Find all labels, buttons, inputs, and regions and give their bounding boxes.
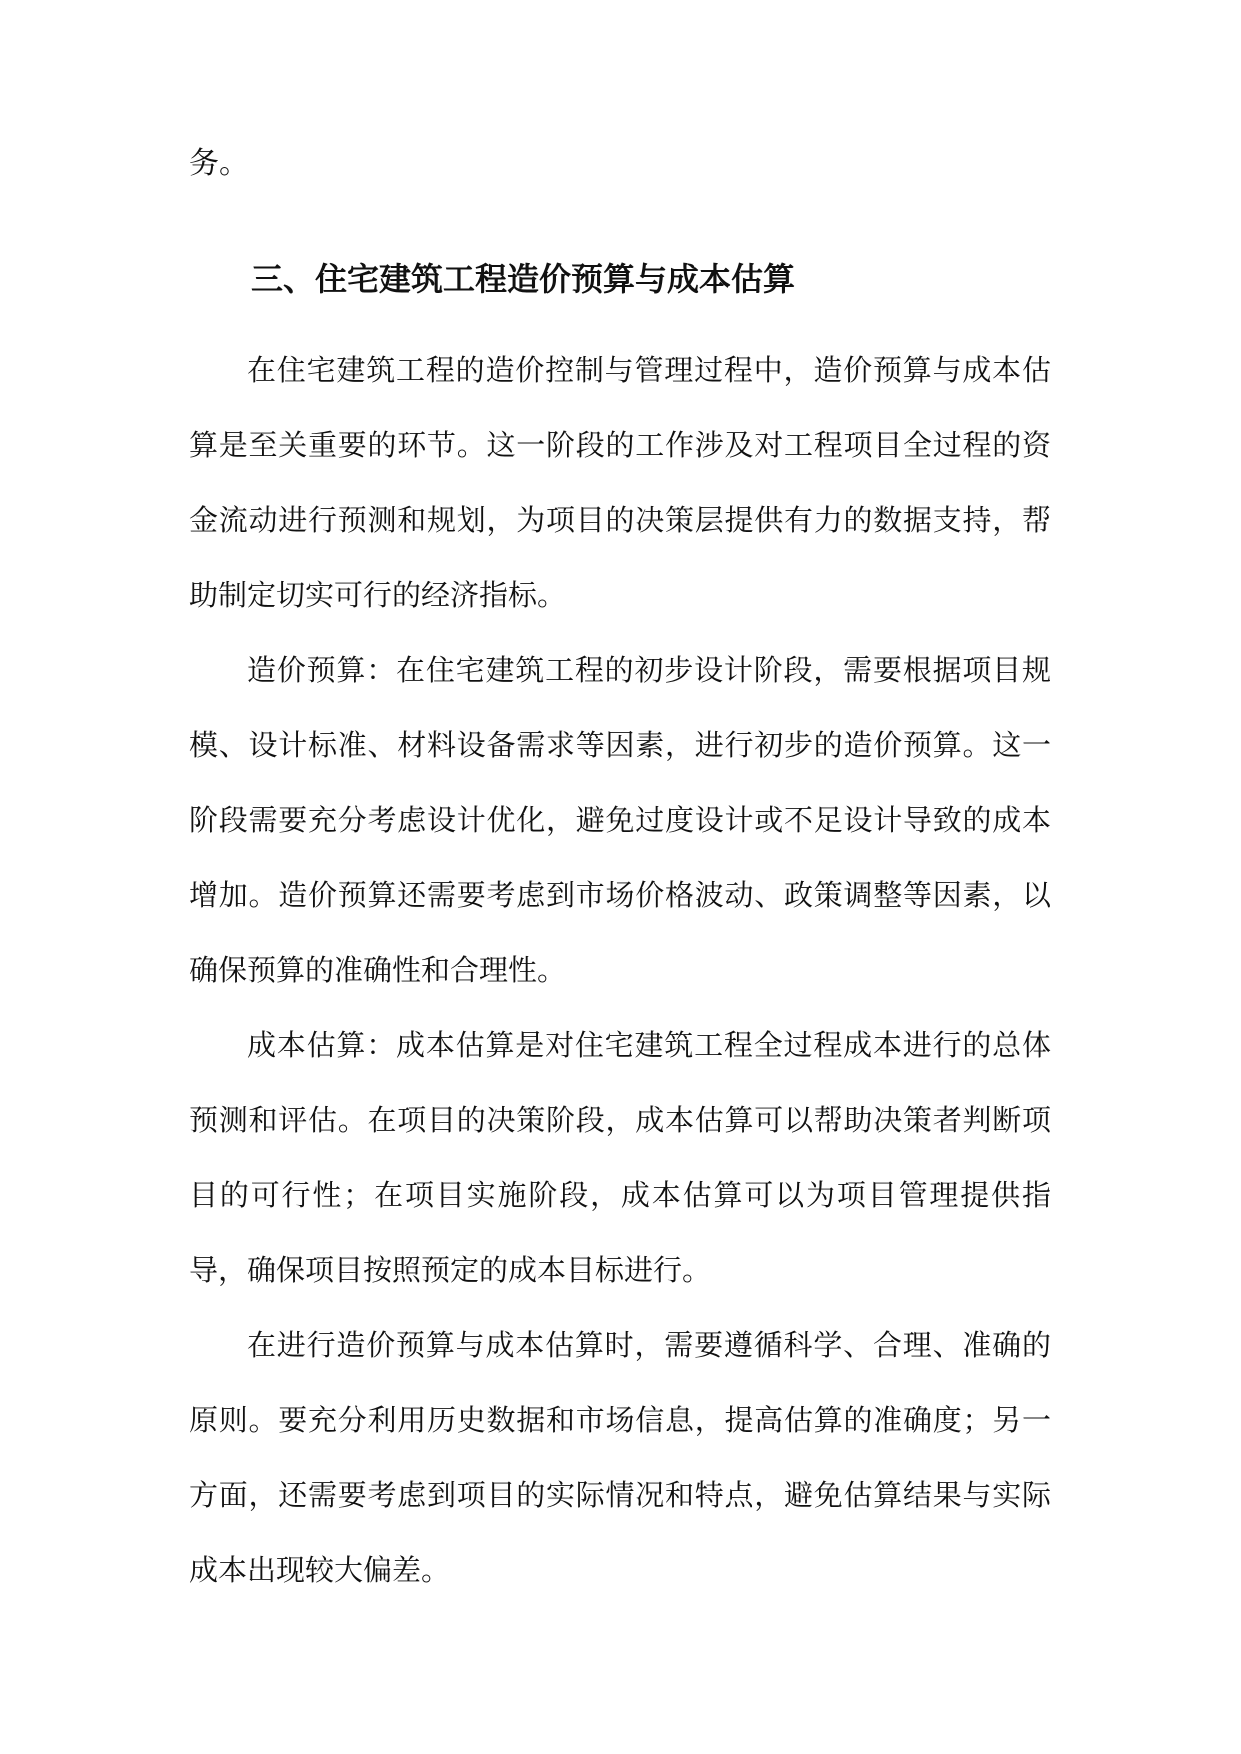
continued-line: 务。 bbox=[189, 146, 249, 181]
paragraph-cost-estimate: 成本估算：成本估算是对住宅建筑工程全过程成本进行的总体预测和评估。在项目的决策阶段，成本估算可以帮助决策者判断项目的可行性；在项目实施阶段，成本估算可以为项目管理提供指导，确保项目按照预定的成本目标进行。 bbox=[189, 1028, 1051, 1287]
paragraph-cost-budget: 造价预算：在住宅建筑工程的初步设计阶段，需要根据项目规模、设计标准、材料设备需求等因素，进行初步的造价预算。这一阶段需要充分考虑设计优化，避免过度设计或不足设计导致的成本增加。造价预算还需要考虑到市场价格波动、政策调整等因素，以确保预算的准确性和合理性。 bbox=[189, 653, 1051, 987]
paragraph-intro: 在住宅建筑工程的造价控制与管理过程中，造价预算与成本估算是至关重要的环节。这一阶段的工作涉及对工程项目全过程的资金流动进行预测和规划，为项目的决策层提供有力的数据支持，帮助制定切实可行的经济指标。 bbox=[189, 353, 1051, 612]
paragraph-principles: 在进行造价预算与成本估算时，需要遵循科学、合理、准确的原则。要充分利用历史数据和市场信息，提高估算的准确度；另一方面，还需要考虑到项目的实际情况和特点，避免估算结果与实际成本出现较大偏差。 bbox=[189, 1328, 1051, 1587]
page-content bbox=[189, 141, 1051, 1587]
body-text bbox=[189, 333, 1051, 1608]
section-heading: 三、住宅建筑工程造价预算与成本估算 bbox=[251, 260, 796, 298]
